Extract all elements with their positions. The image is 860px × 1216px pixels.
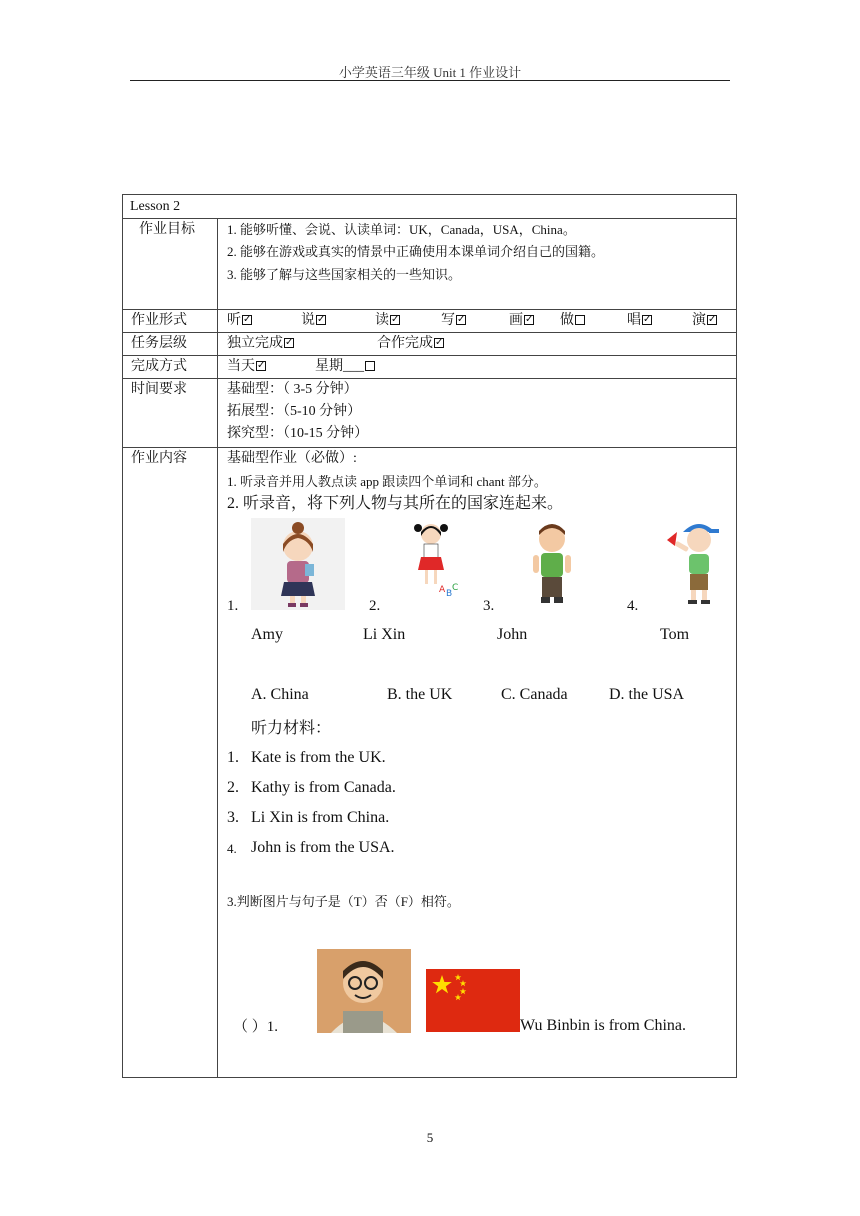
basic-title: 基础型作业（必做）: (227, 451, 357, 466)
level-options (227, 333, 727, 355)
level-option (227, 333, 294, 355)
checkbox-checked[interactable] (284, 338, 294, 348)
form-option (441, 310, 466, 332)
form-option-label: 演 (692, 313, 706, 328)
listening-number: 4. (227, 841, 237, 856)
homework-table (122, 194, 737, 1078)
checkbox-checked[interactable] (456, 315, 466, 325)
listening-sentence: Kathy is from Canada. (251, 779, 396, 796)
time-item: 拓展型：（5-10 分钟） (227, 404, 362, 419)
wu-binbin-picture (317, 949, 411, 1033)
form-option-label: 唱 (627, 313, 641, 328)
form-option (692, 310, 717, 332)
method-label: 完成方式 (131, 359, 187, 374)
form-option-label: 画 (509, 313, 523, 328)
time-item: 基础型：（ 3-5 分钟） (227, 382, 358, 397)
page-header: 小学英语三年级 Unit 1 作业设计 (338, 65, 522, 80)
content-label: 作业内容 (131, 451, 187, 466)
person-name: Tom (660, 626, 690, 643)
task-1: 1. 听录音并用人教点读 app 跟读四个单词和 chant 部分。 (227, 474, 547, 489)
form-label: 作业形式 (131, 313, 187, 328)
picture-number: 2. (369, 598, 381, 614)
checkbox-checked[interactable] (524, 315, 534, 325)
form-option-label: 做 (560, 313, 574, 328)
picture-number: 4. (627, 598, 639, 614)
method-option-label: 星期___ (315, 359, 364, 374)
form-option-label: 写 (441, 313, 455, 328)
method-option-label: 当天 (227, 359, 255, 374)
form-option (375, 310, 400, 332)
country-option: B. the UK (387, 686, 453, 703)
boy-with-cap-icon (663, 518, 725, 608)
picture-number: 3. (483, 598, 495, 614)
boy-illustration-icon (529, 521, 575, 609)
goal-label: 作业目标 (139, 222, 195, 237)
girl-illustration-icon (251, 518, 345, 610)
form-option (627, 310, 652, 332)
listening-number: 3. (227, 809, 239, 826)
country-option: D. the USA (609, 686, 685, 703)
level-option (377, 333, 444, 355)
tom-picture (663, 518, 725, 608)
judge-paren: （ ）1. (233, 1019, 279, 1035)
checkbox-checked[interactable] (316, 315, 326, 325)
header-rule (130, 80, 730, 81)
form-option-label: 听 (227, 313, 241, 328)
john-picture (529, 521, 575, 609)
goal-item: 1. 能够听懂、会说、认读单词：UK，Canada，USA，China。 (227, 222, 576, 237)
row-divider (123, 378, 736, 379)
listening-sentence: Kate is from the UK. (251, 749, 386, 766)
person-name: Li Xin (363, 626, 406, 643)
form-option (560, 310, 585, 332)
task-2: 2. 听录音，将下列人物与其所在的国家连起来。 (227, 495, 564, 512)
judge-sentence: Wu Binbin is from China. (520, 1017, 687, 1034)
checkbox-checked[interactable] (242, 315, 252, 325)
checkbox-checked[interactable] (434, 338, 444, 348)
svg-text:C: C (452, 583, 459, 593)
checkbox-checked[interactable] (707, 315, 717, 325)
column-divider (217, 218, 218, 1077)
checkbox-unchecked[interactable] (365, 361, 375, 371)
listening-sentence: Li Xin is from China. (251, 809, 390, 826)
country-option: A. China (251, 686, 309, 703)
listening-sentence: John is from the USA. (251, 839, 395, 856)
form-option (301, 310, 326, 332)
picture-number: 1. (227, 598, 239, 614)
form-options (227, 310, 727, 332)
li-xin-picture (409, 520, 461, 602)
task-3: 3.判断图片与句子是（T）否（F）相符。 (227, 894, 460, 909)
listening-number: 2. (227, 779, 239, 796)
checkbox-checked[interactable] (390, 315, 400, 325)
listening-number: 1. (227, 749, 239, 766)
checkbox-unchecked[interactable] (575, 315, 585, 325)
china-flag (426, 969, 520, 1032)
checkbox-checked[interactable] (642, 315, 652, 325)
row-divider (123, 447, 736, 448)
girl-with-letters-icon (409, 520, 461, 602)
method-option (227, 356, 266, 378)
boy-with-glasses-icon (317, 949, 411, 1033)
level-label: 任务层级 (131, 336, 187, 351)
svg-text:B: B (446, 589, 453, 599)
lesson-title: Lesson 2 (130, 199, 181, 214)
goal-item: 3. 能够了解与这些国家相关的一些知识。 (227, 267, 462, 282)
level-option-label: 合作完成 (377, 336, 433, 351)
goal-item: 2. 能够在游戏或真实的情景中正确使用本课单词介绍自己的国籍。 (227, 244, 605, 259)
form-option (509, 310, 534, 332)
method-option (315, 356, 375, 378)
form-option-label: 读 (375, 313, 389, 328)
form-option (227, 310, 252, 332)
time-item: 探究型：（10-15 分钟） (227, 426, 369, 441)
china-flag-icon (426, 969, 520, 1032)
method-options (227, 356, 727, 378)
form-option-label: 说 (301, 313, 315, 328)
svg-text:A: A (439, 585, 446, 595)
person-name: Amy (251, 626, 283, 643)
page-number: 5 (426, 1130, 434, 1145)
listening-title: 听力材料： (251, 720, 332, 737)
country-option: C. Canada (501, 686, 568, 703)
checkbox-checked[interactable] (256, 361, 266, 371)
time-label: 时间要求 (131, 382, 187, 397)
person-name: John (497, 626, 528, 643)
amy-picture (251, 518, 345, 610)
level-option-label: 独立完成 (227, 336, 283, 351)
